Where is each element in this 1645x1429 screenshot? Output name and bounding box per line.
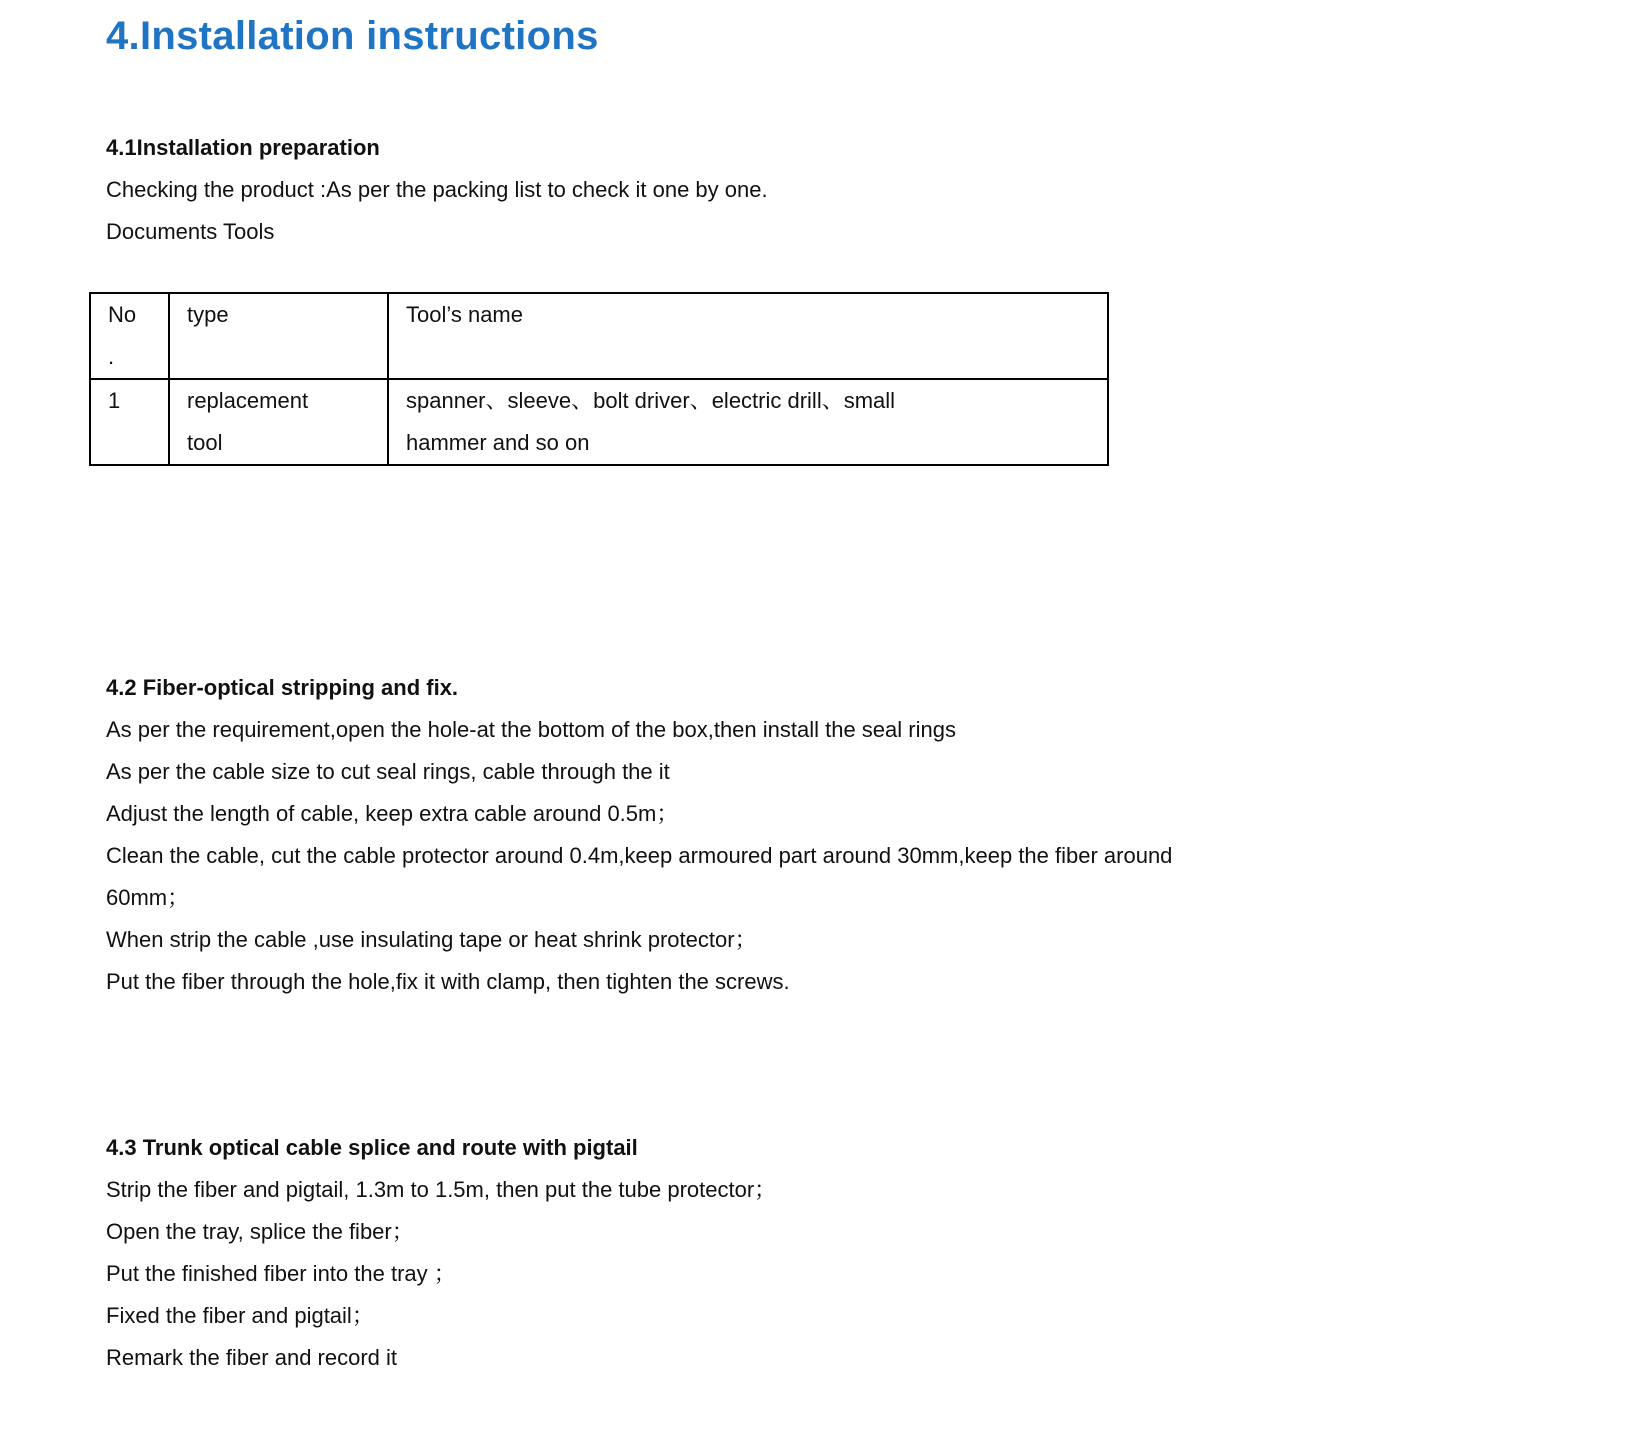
paragraph-line: Put the fiber through the hole,fix it with clamp, then tighten the screws. <box>106 969 790 994</box>
paragraph-line: Put the finished fiber into the tray ； <box>106 1261 456 1286</box>
section-trunk-cable-splice <box>106 1127 1586 1379</box>
cell-type <box>169 379 388 465</box>
paragraph-line: Adjust the length of cable, keep extra cable around 0.5m； <box>106 801 679 826</box>
paragraph-line: Fixed the fiber and pigtail； <box>106 1303 374 1328</box>
paragraph-line: Clean the cable, cut the cable protector around 0.4m,keep armoured part around 30mm,keep the fiber around <box>106 843 1173 868</box>
cell-tool-name <box>388 379 1108 465</box>
cell-name-line: hammer and so on <box>406 430 590 455</box>
section-heading: 4.2 Fiber-optical stripping and fix. <box>106 675 459 700</box>
paragraph-line: When strip the cable ,use insulating tape or heat shrink protector； <box>106 927 757 952</box>
paragraph-line: Open the tray, splice the fiber； <box>106 1219 414 1244</box>
table-row <box>90 379 1108 465</box>
cell-name-line: spanner、sleeve、bolt driver、electric drill、small <box>406 388 896 413</box>
section-installation-preparation <box>106 127 1586 253</box>
header-no-dot: . <box>108 344 115 369</box>
tools-table <box>89 292 1109 466</box>
header-no <box>90 293 169 379</box>
cell-type-line: tool <box>187 430 223 455</box>
paragraph-line: As per the requirement,open the hole-at the bottom of the box,then install the seal rings <box>106 717 956 742</box>
header-type: type <box>169 293 388 379</box>
cell-type-line: replacement <box>187 388 309 413</box>
cell-no: 1 <box>90 379 169 465</box>
paragraph-line: 60mm； <box>106 885 190 910</box>
paragraph-line: Strip the fiber and pigtail, 1.3m to 1.5m, then put the tube protector； <box>106 1177 777 1202</box>
page-title: 4.Installation instructions <box>106 14 599 58</box>
section-fiber-stripping <box>106 667 1586 1003</box>
header-no-text: No <box>108 302 137 327</box>
table-header-row <box>90 293 1108 379</box>
paragraph-line: Checking the product :As per the packing list to check it one by one. <box>106 177 768 202</box>
paragraph-line: Documents Tools <box>106 219 275 244</box>
paragraph-line: As per the cable size to cut seal rings, cable through the it <box>106 759 670 784</box>
section-heading: 4.1Installation preparation <box>106 135 380 160</box>
section-heading: 4.3 Trunk optical cable splice and route with pigtail <box>106 1135 638 1160</box>
paragraph-line: Remark the fiber and record it <box>106 1345 398 1370</box>
header-tool-name: Tool’s name <box>388 293 1108 379</box>
